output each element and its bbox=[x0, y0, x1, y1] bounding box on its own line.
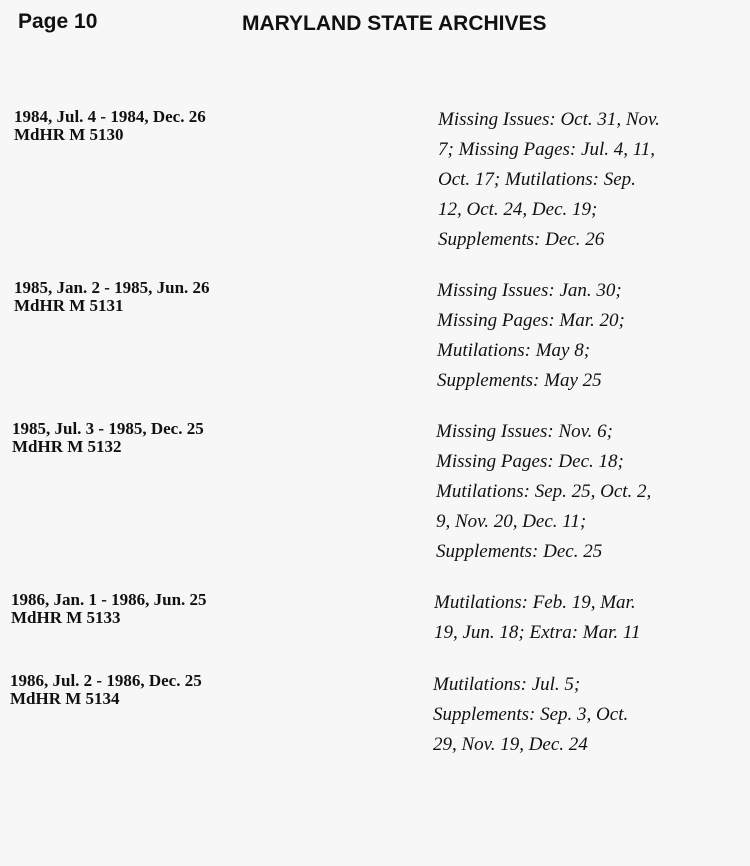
entry-call-number: MdHR M 5130 bbox=[14, 125, 124, 144]
entry-5-notes bbox=[433, 670, 733, 760]
entry-call-number: MdHR M 5132 bbox=[12, 437, 122, 456]
note-line: 9, Nov. 20, Dec. 11; bbox=[436, 511, 587, 532]
entry-3-identifier bbox=[12, 420, 352, 456]
entry-2-notes bbox=[437, 276, 737, 396]
note-line: 29, Nov. 19, Dec. 24 bbox=[433, 734, 588, 755]
note-line: Missing Issues: Nov. 6; bbox=[436, 421, 613, 442]
entry-1-notes bbox=[438, 105, 738, 255]
note-line: Missing Pages: Dec. 18; bbox=[436, 451, 624, 472]
note-line: Supplements: Dec. 26 bbox=[438, 229, 605, 250]
note-line: Missing Issues: Oct. 31, Nov. bbox=[438, 109, 660, 130]
entry-1-identifier bbox=[14, 108, 354, 144]
entry-dates: 1986, Jan. 1 - 1986, Jun. 25 bbox=[11, 590, 207, 609]
archive-title: MARYLAND STATE ARCHIVES bbox=[242, 12, 547, 35]
entry-5-identifier bbox=[10, 672, 350, 708]
note-line: Missing Issues: Jan. 30; bbox=[437, 280, 622, 301]
note-line: Supplements: Dec. 25 bbox=[436, 541, 603, 562]
note-line: 19, Jun. 18; Extra: Mar. 11 bbox=[434, 622, 641, 643]
entry-dates: 1985, Jul. 3 - 1985, Dec. 25 bbox=[12, 419, 204, 438]
note-line: Oct. 17; Mutilations: Sep. bbox=[438, 169, 636, 190]
entry-2-identifier bbox=[14, 279, 354, 315]
note-line: Supplements: Sep. 3, Oct. bbox=[433, 704, 629, 725]
note-line: Missing Pages: Mar. 20; bbox=[437, 310, 625, 331]
note-line: 12, Oct. 24, Dec. 19; bbox=[438, 199, 598, 220]
note-line: Mutilations: Jul. 5; bbox=[433, 674, 581, 695]
entry-3-notes bbox=[436, 417, 736, 567]
entry-call-number: MdHR M 5133 bbox=[11, 608, 121, 627]
note-line: Mutilations: Sep. 25, Oct. 2, bbox=[436, 481, 652, 502]
entry-4-notes bbox=[434, 588, 734, 648]
entry-dates: 1985, Jan. 2 - 1985, Jun. 26 bbox=[14, 278, 210, 297]
entry-dates: 1984, Jul. 4 - 1984, Dec. 26 bbox=[14, 107, 206, 126]
note-line: Mutilations: May 8; bbox=[437, 340, 591, 361]
note-line: 7; Missing Pages: Jul. 4, 11, bbox=[438, 139, 656, 160]
page-number: Page 10 bbox=[18, 10, 98, 33]
entry-dates: 1986, Jul. 2 - 1986, Dec. 25 bbox=[10, 671, 202, 690]
entry-call-number: MdHR M 5134 bbox=[10, 689, 120, 708]
entry-4-identifier bbox=[11, 591, 351, 627]
entry-call-number: MdHR M 5131 bbox=[14, 296, 124, 315]
note-line: Mutilations: Feb. 19, Mar. bbox=[434, 592, 636, 613]
page-header bbox=[18, 10, 738, 40]
note-line: Supplements: May 25 bbox=[437, 370, 602, 391]
